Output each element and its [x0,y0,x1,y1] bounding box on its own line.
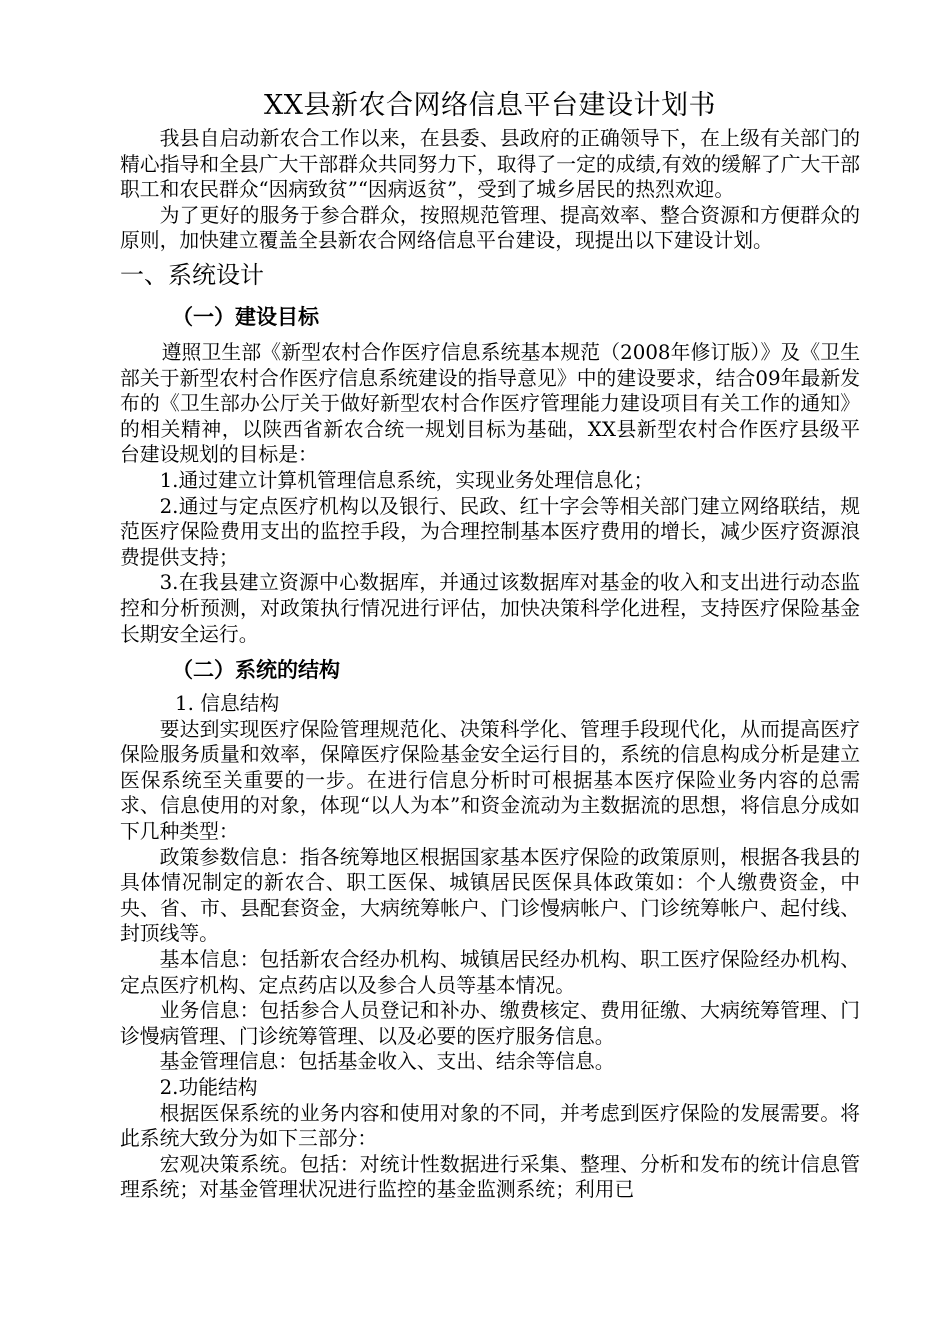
info-structure-heading: 1. 信息结构 [175,692,280,716]
document-title: XX县新农合网络信息平台建设计划书 [264,90,716,121]
subsection-heading-structure: （二）系统的结构 [172,657,340,683]
subsection-heading-goals: （一）建设目标 [172,303,319,329]
section-heading-system-design: 一、系统设计 [120,260,264,289]
purpose-paragraph: 为了更好的服务于参合群众，按照规范管理、提高效率、整合资源和方便群众的原则，加快建立覆盖全县新农合网络信息平台建设，现提出以下建设计划。 [120,203,860,253]
goal-item-3: 3.在我县建立资源中心数据库，并通过该数据库对基金的收入和支出进行动态监控和分析预测，对政策执行情况进行评估，加快决策科学化进程，支持医疗保险基金长期安全运行。 [120,571,860,646]
business-info-paragraph: 业务信息：包括参合人员登记和补办、缴费核定、费用征缴、大病统筹管理、门诊慢病管理、门诊统筹管理、以及必要的医疗服务信息。 [120,999,860,1048]
macro-decision-paragraph: 宏观决策系统。包括：对统计性数据进行采集、整理、分析和发布的统计信息管理系统；对基金管理状况进行监控的基金监测系统；利用已 [120,1152,860,1202]
goal-item-2: 2.通过与定点医疗机构以及银行、民政、红十字会等相关部门建立网络联结，规范医疗保险费用支出的监控手段，为合理控制基本医疗费用的增长，减少医疗资源浪费提供支持； [120,494,860,569]
info-structure-paragraph: 要达到实现医疗保险管理规范化、决策科学化、管理手段现代化，从而提高医疗保险服务质量和效率，保障医疗保险基金安全运行目的，系统的信息构成分析是建立医保系统至关重要的一步。在进行信息分析时可根据基本医疗保险业务内容的总需求、信息使用的对象，体现“以人为本”和资金流动为主数据流的思想，将信息分成如下几种类型： [120,717,860,844]
goal-item-1: 1.通过建立计算机管理信息系统，实现业务处理信息化； [159,468,654,492]
policy-info-paragraph: 政策参数信息：指各统筹地区根据国家基本医疗保险的政策原则，根据各我县的具体情况制定的新农合、职工医保、城镇居民医保具体政策如：个人缴费资金，中央、省、市、县配套资金，大病统筹帐户、门诊慢病帐户、门诊统筹帐户、起付线、封顶线等。 [120,845,860,946]
function-structure-paragraph: 根据医保系统的业务内容和使用对象的不同，并考虑到医疗保险的发展需要。将此系统大致分为如下三部分： [120,1101,860,1151]
function-structure-heading: 2.功能结构 [159,1076,258,1099]
basic-info-paragraph: 基本信息：包括新农合经办机构、城镇居民经办机构、职工医疗保险经办机构、定点医疗机构、定点药店以及参合人员等基本情况。 [120,948,860,997]
intro-paragraph: 我县自启动新农合工作以来，在县委、县政府的正确领导下，在上级有关部门的精心指导和全县广大干部群众共同努力下，取得了一定的成绩,有效的缓解了广大干部职工和农民群众“因病致贫”“因病返贫”，受到了城乡居民的热烈欢迎。 [120,127,860,202]
document-page [120,86,860,1203]
goals-paragraph: 遵照卫生部《新型农村合作医疗信息系统基本规范（2008年修订版）》及《卫生部关于新型农村合作医疗信息系统建设的指导意见》中的建设要求，结合09年最新发布的《卫生部办公厅关于做好新型农村合作医疗管理能力建设项目有关工作的通知》的相关精神，以陕西省新农合统一规划目标为基础，XX县新型农村合作医疗县级平台建设规划的目标是： [120,340,860,467]
fund-info-paragraph: 基金管理信息：包括基金收入、支出、结余等信息。 [159,1050,615,1074]
